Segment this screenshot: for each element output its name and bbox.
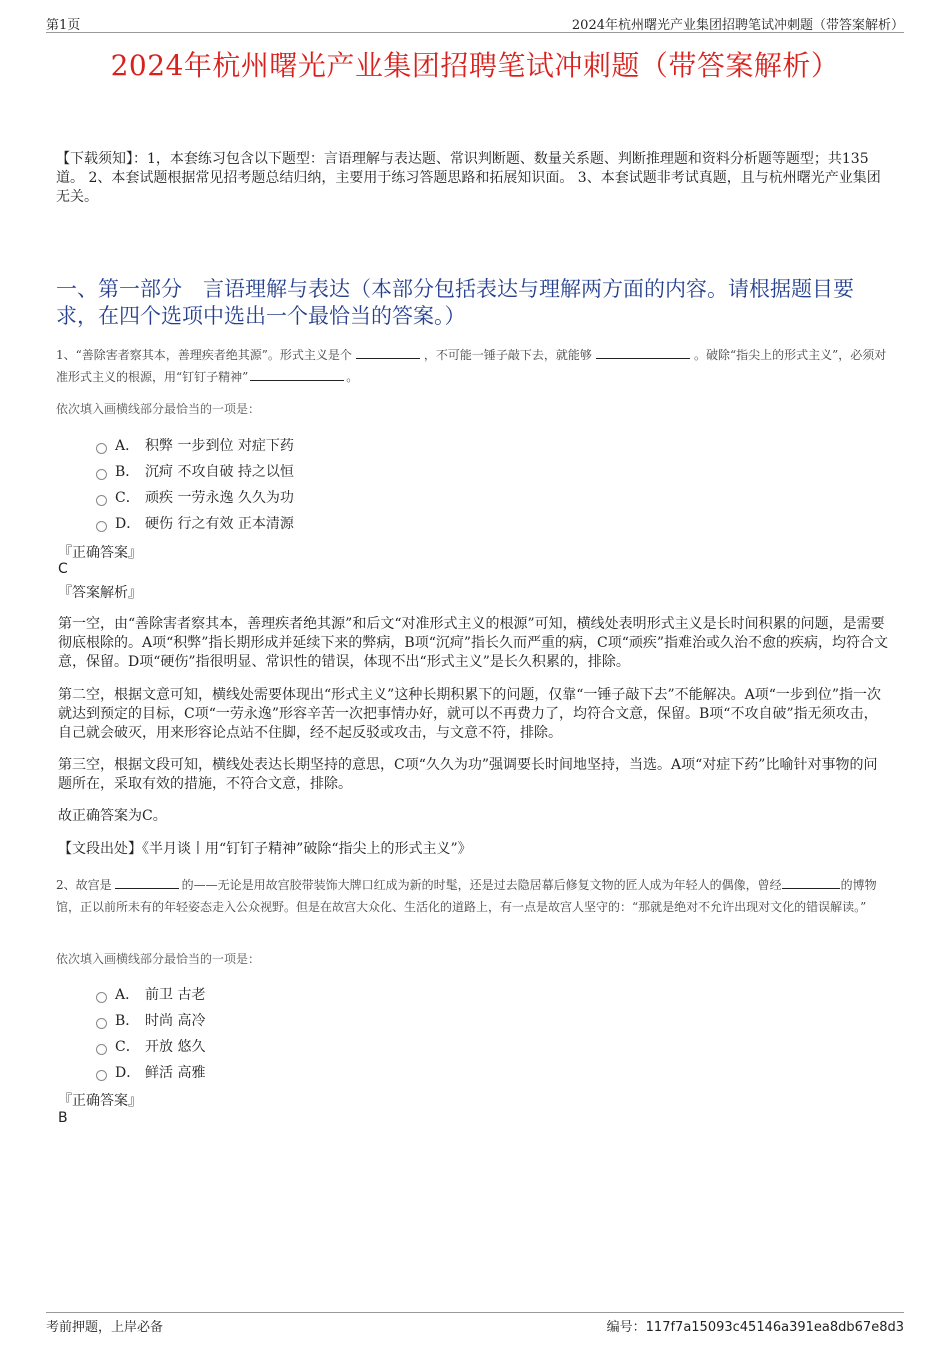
option-a[interactable]: A． 前卫 古老 <box>96 982 205 1008</box>
option-c[interactable]: C． 开放 悠久 <box>96 1034 205 1060</box>
radio-icon[interactable] <box>96 1070 107 1081</box>
section-title: 一、第一部分 言语理解与表达（本部分包括表达与理解两方面的内容。请根据题目要求，在四个选项中选出一个最恰当的答案。） <box>56 277 854 328</box>
radio-icon[interactable] <box>96 495 107 506</box>
header-doc-title: 2024年杭州曙光产业集团招聘笔试冲刺题（带答案解析） <box>571 18 904 33</box>
answer-label: 『正确答案』 <box>58 1093 142 1109</box>
radio-icon[interactable] <box>96 992 107 1003</box>
option-c[interactable]: C． 顽疾 一劳永逸 久久为功 <box>96 485 294 511</box>
radio-icon[interactable] <box>96 521 107 532</box>
blank-line <box>782 875 840 889</box>
question-1-options <box>96 433 294 537</box>
analysis-paragraph-1: 第一空，由“善除害者察其本，善理疾者绝其源”和后文“对准形式主义的根源”可知，横线处表明形式主义是长时间积累的问题，是需要彻底根除的。A项“积弊”指长期形成并延续下来的弊病，B项“沉疴”指长久而严重的病，C项“顽疾”指难治或久治不愈的疾病，均符合文意，保留。D项“硬伤”指很明显、常识性的错误，体现不出“形式主义”是长久积累的，排除。 <box>58 616 889 670</box>
page-number: 第1页 <box>46 18 81 33</box>
radio-icon[interactable] <box>96 469 107 480</box>
option-b[interactable]: B． 沉疴 不攻自破 持之以恒 <box>96 459 294 485</box>
radio-icon[interactable] <box>96 1044 107 1055</box>
option-b[interactable]: B． 时尚 高冷 <box>96 1008 205 1034</box>
radio-icon[interactable] <box>96 443 107 454</box>
footer-code: 编号：117f7a15093c45146a391ea8db67e8d3 <box>606 1320 904 1335</box>
answer-label: 『正确答案』 <box>58 545 142 561</box>
blank-line <box>596 345 690 359</box>
analysis-paragraph-3: 第三空，根据文段可知，横线处表达长期坚持的意思，C项“久久为功”强调要长时间地坚持，当选。A项“对症下药”比喻针对事物的问题所在，采取有效的措施，不符合文意，排除。 <box>58 757 878 792</box>
question-2-instruction: 依次填入画横线部分最恰当的一项是： <box>56 952 261 966</box>
footer-slogan: 考前押题，上岸必备 <box>46 1320 164 1335</box>
analysis-label: 『答案解析』 <box>58 585 142 601</box>
radio-icon[interactable] <box>96 1018 107 1029</box>
question-1-instruction: 依次填入画横线部分最恰当的一项是： <box>56 402 261 416</box>
blank-line <box>250 367 344 381</box>
question-2-options <box>96 982 205 1086</box>
page-header <box>46 12 904 33</box>
option-d[interactable]: D． 鲜活 高雅 <box>96 1060 205 1086</box>
document-title: 2024年杭州曙光产业集团招聘笔试冲刺题（带答案解析） <box>110 49 840 82</box>
blank-line <box>356 345 420 359</box>
source-citation: 【文段出处】《半月谈丨用“钉钉子精神”破除“指尖上的形式主义”》 <box>58 841 472 857</box>
answer-value: C <box>58 561 68 577</box>
question-1-stem: 1、“善除害者察其本，善理疾者绝其源”。形式主义是个 ，不可能一锤子敲下去，就能够 。破除“指尖上的形式主义”，必须对准形式主义的根源，用“钉钉子精神” 。 <box>56 344 890 388</box>
page-footer <box>46 1312 904 1337</box>
download-notice: 【下载须知】：1，本套练习包含以下题型：言语理解与表达题、常识判断题、数量关系题、判断推理题和资料分析题等题型；共135道。 2、本套试题根据常见招考题总结归纳，主要用于练习答题思路和拓展知识面。 3、本套试题非考试真题，且与杭州曙光产业集团无关。 <box>56 151 881 205</box>
blank-line <box>115 875 179 889</box>
option-a[interactable]: A． 积弊 一步到位 对症下药 <box>96 433 294 459</box>
answer-value: B <box>58 1110 68 1126</box>
analysis-conclusion: 故正确答案为C。 <box>58 808 167 824</box>
question-2-stem: 2、故宫是 的——无论是用故宫胶带装饰大牌口红成为新的时髦，还是过去隐居幕后修复文物的匠人成为年轻人的偶像，曾经 的博物馆，正以前所未有的年轻姿态走入公众视野。但是在故宫大众化、生活化的道路上，有一点是故宫人坚守的：“那就是绝对不允许出现对文化的错误解读。” <box>56 874 890 918</box>
option-d[interactable]: D． 硬伤 行之有效 正本清源 <box>96 511 294 537</box>
analysis-paragraph-2: 第二空，根据文意可知，横线处需要体现出“形式主义”这种长期积累下的问题，仅靠“一锤子敲下去”不能解决。A项“一步到位”指一次就达到预定的目标，C项“一劳永逸”形容辛苦一次把事情办好，就可以不再费力了，均符合文意，保留。B项“不攻自破”指无须攻击，自己就会破灭，用来形容论点站不住脚，经不起反驳或攻击，与文意不符，排除。 <box>58 687 882 741</box>
